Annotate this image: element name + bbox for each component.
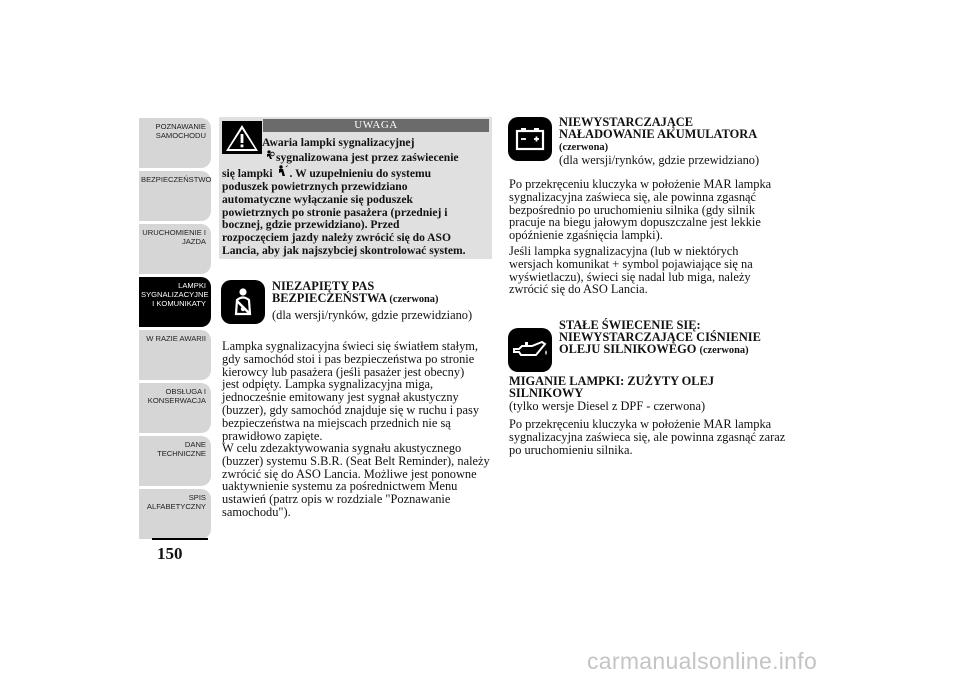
text-line: prawidłowo zapięte. xyxy=(222,428,323,443)
text-line: (buzzer) systemu S.B.R. (Seat Belt Reminder), należy xyxy=(222,453,490,468)
sidebar-tab[interactable] xyxy=(139,118,211,168)
sidebar-tab-label: KONSERWACJA xyxy=(147,396,206,405)
warning-line: powietrznych po stronie pasażera (przedniej i xyxy=(222,205,448,219)
warning-line: rozpoczęciem jazdy należy zwrócić się do ASO xyxy=(222,231,452,245)
battery-subtitle: (dla wersji/rynków, gdzie przewidziano) xyxy=(559,153,760,167)
battery-paragraph-2 xyxy=(509,245,784,296)
text-line: zwrócić się do ASO Lancia. xyxy=(509,282,648,297)
text-line: wersjach komunikat + symbol pojawiające się na xyxy=(509,256,753,271)
text-line: kierowcy lub pasażera (jeśli pasażer jest obecny) xyxy=(222,364,465,379)
sidebar-tab-label: TECHNICZNE xyxy=(157,449,206,458)
seatbelt-subtitle: (dla wersji/rynków, gdzie przewidziano) xyxy=(272,308,473,322)
oil-pressure-icon xyxy=(508,328,552,372)
text-line: Lampka sygnalizacyjna świeci się światłem stałym, xyxy=(222,339,478,353)
sidebar-tab-label: LAMPKI xyxy=(178,281,206,290)
text-line: po uruchomieniu silnika. xyxy=(509,442,633,457)
sidebar-tab-label: SAMOCHODU xyxy=(155,131,206,140)
sidebar-tab-label: ALFABETYCZNY xyxy=(146,502,206,511)
text-line: jest odpięty. Lampka sygnalizacyjna miga, xyxy=(222,377,434,392)
text-line: W celu zdezaktywowania sygnału akustycznego xyxy=(222,441,462,455)
text-line: sygnalizacyjna zaświeca się, ale powinna zgasnąć zaraz xyxy=(509,429,786,444)
warning-line: się lampki . W uzupełnieniu do systemu xyxy=(222,166,432,180)
airbag-icon xyxy=(262,150,276,165)
warning-line: automatyczne wyłączanie się poduszek xyxy=(222,192,413,206)
text-line: wyświetlaczu), świeci się nadal lub miga, należy xyxy=(509,269,751,284)
sidebar-tab[interactable] xyxy=(139,383,211,433)
watermark: carmanualsonline.info xyxy=(587,648,818,674)
sidebar-tab-label: OBSŁUGA I xyxy=(165,387,206,396)
airbag-passenger-icon xyxy=(275,165,289,181)
sidebar-tab[interactable] xyxy=(139,224,211,274)
sidebar-tab-label: W RAZIE AWARII xyxy=(146,334,206,343)
oil-blink-heading: MIGANIE LAMPKI: ZUŻYTY OLEJ SILNIKOWY xyxy=(509,374,715,400)
text-line: gdy samochód stoi i pas bezpieczeństwa po stronie xyxy=(222,351,475,366)
text-line: pracuje na biegu jałowym dopuszczalne jest lekkie xyxy=(509,215,761,230)
sidebar-tab[interactable] xyxy=(139,330,211,380)
battery-paragraph-1 xyxy=(509,178,784,242)
text-line: Po przekręceniu kluczyka w położenie MAR lampka xyxy=(509,417,772,431)
text-line: sygnalizacyjna zaświeca się, ale powinna zgasnąć xyxy=(509,189,757,204)
text-line: samochodu"). xyxy=(222,504,291,519)
seatbelt-paragraph-2 xyxy=(222,442,492,519)
sidebar-tab-label: DANE xyxy=(184,440,206,449)
warning-text xyxy=(222,137,488,258)
sidebar-tab-label: URUCHOMIENIE I xyxy=(142,228,206,237)
warning-line: poduszek powietrznych przewidziano xyxy=(222,179,408,193)
sidebar-tab[interactable] xyxy=(139,171,211,221)
text-line: bezpośrednio po uruchomieniu silnika (gdy silnik xyxy=(509,202,756,217)
seatbelt-warning-icon xyxy=(221,280,265,324)
warning-title: UWAGA xyxy=(263,119,489,132)
sidebar-tab[interactable] xyxy=(139,277,211,327)
battery-warning-icon xyxy=(508,117,552,161)
sidebar-tab-label: SYGNALIZACYJNE xyxy=(141,290,209,299)
text-line: bezpieczeństwa na miejscach przednich nie są xyxy=(222,415,451,430)
sidebar-tab-label: BEZPIECZEŃSTWO xyxy=(141,175,212,184)
sidebar-tab-label: SPIS xyxy=(188,493,206,502)
oil-blink-subtitle: (tylko wersje Diesel z DPF - czerwona) xyxy=(509,399,706,413)
text-line: ustawień (patrz opis w rozdziale "Poznawanie xyxy=(222,492,451,507)
page-number: 150 xyxy=(157,544,183,563)
seatbelt-heading: NIEZAPIĘTY PAS BEZPIECZEŃSTWA (czerwona) xyxy=(272,279,439,305)
warning-line: bocznej, gdzie przewidziano). Przed xyxy=(222,218,400,232)
warning-line: Lancia, aby jak najszybciej skontrolować system. xyxy=(222,244,466,258)
warning-line: sygnalizowana jest przez zaświecenie xyxy=(222,150,488,165)
oil-paragraph xyxy=(509,418,789,456)
text-line: opóźnienie zgaśnięcia lampki). xyxy=(509,228,663,243)
sidebar-tab-label: JAZDA xyxy=(181,237,206,246)
seatbelt-paragraph-1 xyxy=(222,340,492,442)
battery-heading: NIEWYSTARCZAJĄCE NAŁADOWANIE AKUMULATORA (czerwona) xyxy=(559,115,758,153)
page-number-rule xyxy=(152,538,208,540)
warning-line: Awaria lampki sygnalizacyjnej xyxy=(262,136,415,149)
text-line: Po przekręceniu kluczyka w położenie MAR lampka xyxy=(509,177,772,191)
sidebar-tab-label: POZNAWANIE xyxy=(155,122,206,131)
sidebar-tab[interactable] xyxy=(139,436,211,486)
text-line: Jeśli lampka sygnalizacyjna (lub w niektórych xyxy=(509,244,739,258)
text-line: uaktywnienie systemu za pośrednictwem Menu xyxy=(222,479,458,494)
sidebar-tab[interactable] xyxy=(139,489,211,539)
oil-heading: STAŁE ŚWIECENIE SIĘ: NIEWYSTARCZAJĄCE CIŚNIENIE OLEJU SILNIKOWEGO (czerwona) xyxy=(559,318,761,356)
text-line: jednocześnie emitowany jest sygnał akustyczny xyxy=(222,390,459,405)
text-line: zwrócić się do ASO Lancia. Możliwe jest ponowne xyxy=(222,466,477,481)
text-line: (buzzer), gdy samochód znajduje się w ruchu i pasy xyxy=(222,402,480,417)
sidebar-tab-label: I KOMUNIKATY xyxy=(152,299,206,308)
